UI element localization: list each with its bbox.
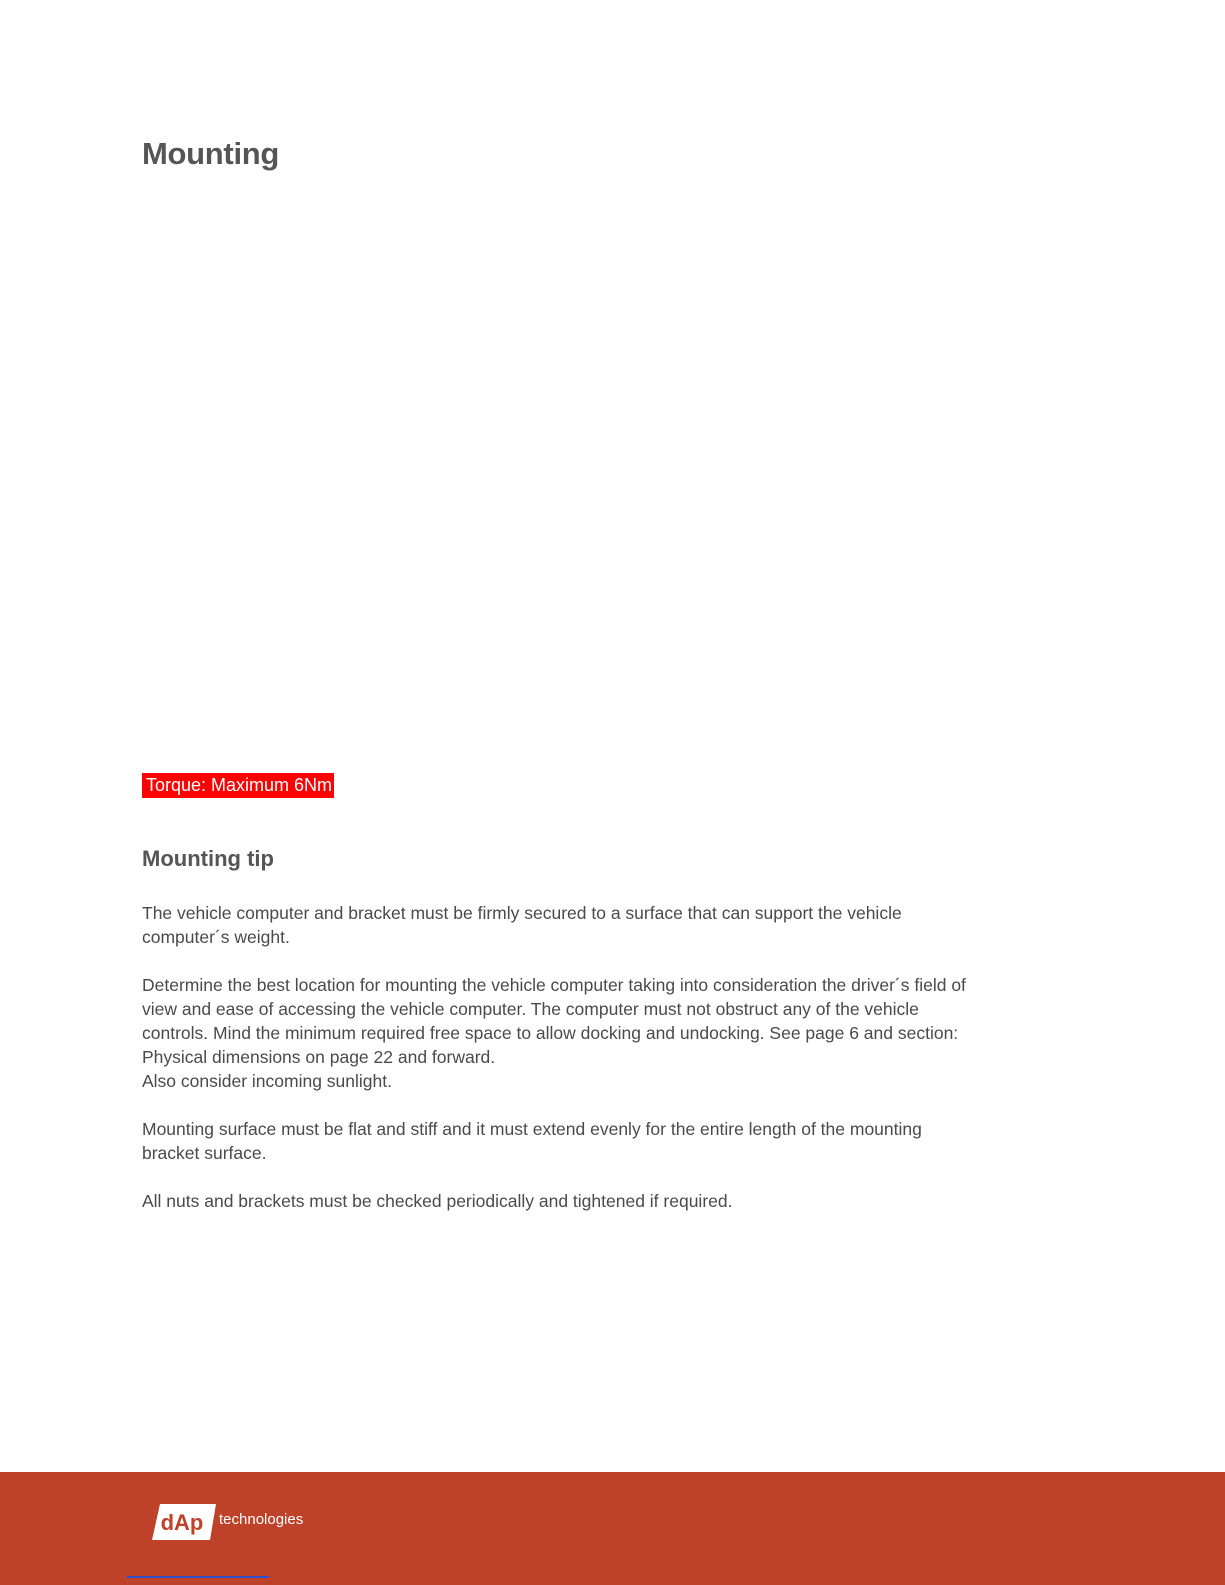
page-title: Mounting xyxy=(142,136,280,171)
logo-mark-text: dAp xyxy=(160,1510,204,1535)
company-logo[interactable] xyxy=(152,1502,322,1542)
footer-bar xyxy=(0,1472,1225,1585)
tip-line: computer´s weight. xyxy=(142,927,290,947)
mounting-tip-heading: Mounting tip xyxy=(142,846,274,871)
dap-logo-mark-icon xyxy=(152,1502,216,1542)
tip-paragraph xyxy=(142,1189,1047,1213)
tip-paragraph xyxy=(142,1117,1047,1165)
tip-line: Physical dimensions on page 22 and forward. xyxy=(142,1047,496,1067)
tip-line: Mounting surface must be flat and stiff and it must extend evenly for the entire length of the mounting xyxy=(142,1119,922,1139)
tip-line: The vehicle computer and bracket must be firmly secured to a surface that can support the vehicle xyxy=(142,903,902,923)
tip-paragraph xyxy=(142,973,1047,1093)
logo-text: technologies xyxy=(219,1511,304,1528)
tip-line: Determine the best location for mounting the vehicle computer taking into consideration the driver´s field of xyxy=(142,975,966,995)
tip-line: view and ease of accessing the vehicle computer. The computer must not obstruct any of the vehicle xyxy=(142,999,919,1019)
footer-link-underline[interactable] xyxy=(127,1576,269,1578)
mounting-tip-body xyxy=(142,901,1047,1237)
tip-paragraph xyxy=(142,901,1047,949)
tip-line: bracket surface. xyxy=(142,1143,267,1163)
tip-line: Also consider incoming sunlight. xyxy=(142,1071,392,1091)
tip-line: controls. Mind the minimum required free space to allow docking and undocking. See page 6 and section: xyxy=(142,1023,959,1043)
tip-line: All nuts and brackets must be checked periodically and tightened if required. xyxy=(142,1191,733,1211)
torque-note: Torque: Maximum 6Nm xyxy=(142,773,334,798)
